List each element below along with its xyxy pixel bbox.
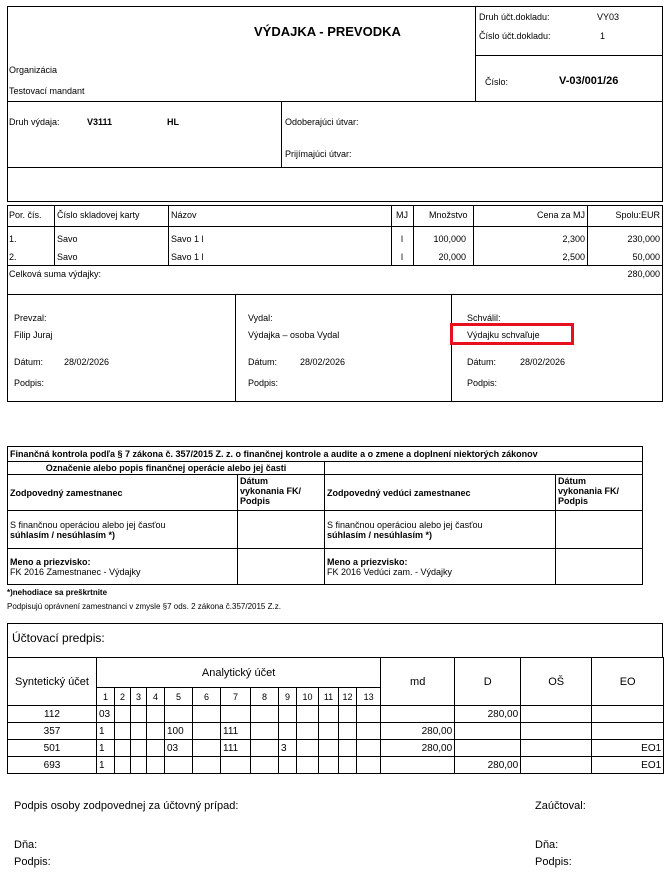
fk-date-header: Dátum vykonania FK/ Podpis: [238, 475, 325, 511]
received-label: Prevzal:: [14, 313, 47, 323]
dept-in-label: Prijímajúci útvar:: [285, 149, 352, 159]
fk-consent-employee: S finančnou operáciou alebo jej časťou súhlasím / nesúhlasím *): [8, 511, 238, 549]
table-row: 357 1 100 111 280,00: [8, 723, 664, 740]
date-value: 28/02/2026: [300, 357, 346, 367]
signatures-frame: [7, 294, 663, 402]
fk-name-employee: Meno a priezvisko: FK 2016 Zamestnanec - Výdajky: [8, 549, 238, 585]
received-name: Filip Juraj: [14, 330, 53, 340]
fk-responsible-label: Zodpovedný zamestnanec: [8, 475, 238, 511]
md-header: md: [381, 658, 455, 706]
fk-heading: Finančná kontrola podľa § 7 zákona č. 357/2015 Z. z. o finančnej kontrole a audite a o zmene a doplnení niektorých zákonov: [8, 447, 643, 462]
org-value: Testovací mandant: [9, 86, 85, 96]
total-label: Celková suma výdajky:: [9, 269, 102, 279]
empty-band: [7, 167, 663, 202]
sign-label: Podpis:: [14, 378, 45, 388]
col-header-unit-price: Cena za MJ: [536, 210, 585, 220]
synthetic-header: Syntetický účet: [8, 658, 97, 706]
issue-type-short: HL: [167, 117, 179, 127]
footer-sign-label: Podpis:: [14, 856, 51, 868]
date-label: Dátum:: [14, 357, 44, 367]
fk-name-manager: Meno a priezvisko: FK 2016 Vedúci zam. - Výdajky: [325, 549, 556, 585]
fk-manager-label: Zodpovedný vedúci zamestnanec: [325, 475, 556, 511]
financial-control-table: [7, 446, 643, 585]
booked-label: Zaúčtoval:: [535, 800, 586, 812]
day-label: Dňa:: [535, 839, 559, 851]
col-header-number: Por. čís.: [9, 210, 42, 220]
d-header: D: [455, 658, 521, 706]
issued-label: Vydal:: [248, 313, 273, 323]
day-label: Dňa:: [14, 839, 38, 851]
col-header-quantity: Množstvo: [429, 210, 468, 220]
total-value: 280,000: [627, 269, 660, 279]
analytic-header: Analytický účet: [97, 658, 381, 688]
accounting-frame: [7, 623, 663, 658]
table-row: 112 03 280,00: [8, 706, 664, 723]
number-label: Číslo:: [485, 77, 509, 87]
accounting-table: Syntetický účet Analytický účet md D OŠ EO 1 2 3 4 5 6 7 8 9 10 11 12 13 112 03 280,00 357 1 100 111 280,00 501 1 03 111 3 280,00 EO1 693 1 280,00 EO1: [7, 657, 664, 774]
dept-out-label: Odoberajúci útvar:: [285, 117, 359, 127]
issue-type-code: V3111: [87, 117, 113, 127]
date-label: Dátum:: [467, 357, 497, 367]
header-frame: [7, 6, 663, 102]
fk-consent-manager: S finančnou operáciou alebo jej časťou súhlasím / nesúhlasím *): [325, 511, 556, 549]
fk-footnote: *)nehodiace sa preškrtnite: [7, 588, 108, 597]
doc-num-label: Číslo účt.dokladu:: [479, 31, 551, 41]
approved-label: Schválil:: [467, 313, 501, 323]
date-value: 28/02/2026: [520, 357, 566, 367]
doc-type-value: VY03: [597, 12, 620, 22]
total-row: [7, 265, 663, 295]
col-header-unit: MJ: [396, 210, 408, 220]
col-header-card: Číslo skladovej karty: [57, 210, 140, 220]
eo-header: EO: [592, 658, 664, 706]
fk-op-label: Označenie alebo popis finančnej operácie alebo jej časti: [8, 462, 325, 475]
col-header-total: Spolu:EUR: [615, 210, 660, 220]
date-value: 28/02/2026: [64, 357, 110, 367]
fk-sign-note: Podpisujú oprávnení zamestnanci v zmysle §7 ods. 2 zákona č.357/2015 Z.z.: [7, 602, 281, 611]
approved-name: Výdajku schvaľuje: [467, 330, 540, 340]
responsible-sign-label: Podpis osoby zodpovednej za účtovný prípad:: [14, 800, 239, 812]
table-row: 501 1 03 111 3 280,00 EO1: [8, 740, 664, 757]
doc-num-value: 1: [600, 31, 606, 41]
date-label: Dátum:: [248, 357, 278, 367]
footer-sign-label: Podpis:: [535, 856, 572, 868]
document-title: VÝDAJKA - PREVODKA: [254, 24, 401, 39]
table-row: 693 1 280,00 EO1: [8, 757, 664, 774]
doc-type-label: Druh účt.dokladu:: [479, 12, 550, 22]
issued-name: Výdajka – osoba Vydal: [248, 330, 340, 340]
os-header: OŠ: [521, 658, 592, 706]
sign-label: Podpis:: [467, 378, 498, 388]
org-label: Organizácia: [9, 65, 58, 75]
col-header-name: Názov: [171, 210, 197, 220]
number-value: V-03/001/26: [559, 75, 619, 87]
accounting-label: Účtovací predpis:: [12, 631, 105, 645]
fk-date-header: Dátum vykonania FK/ Podpis: [556, 475, 643, 511]
issue-type-label: Druh výdaja:: [9, 117, 60, 127]
sign-label: Podpis:: [248, 378, 279, 388]
